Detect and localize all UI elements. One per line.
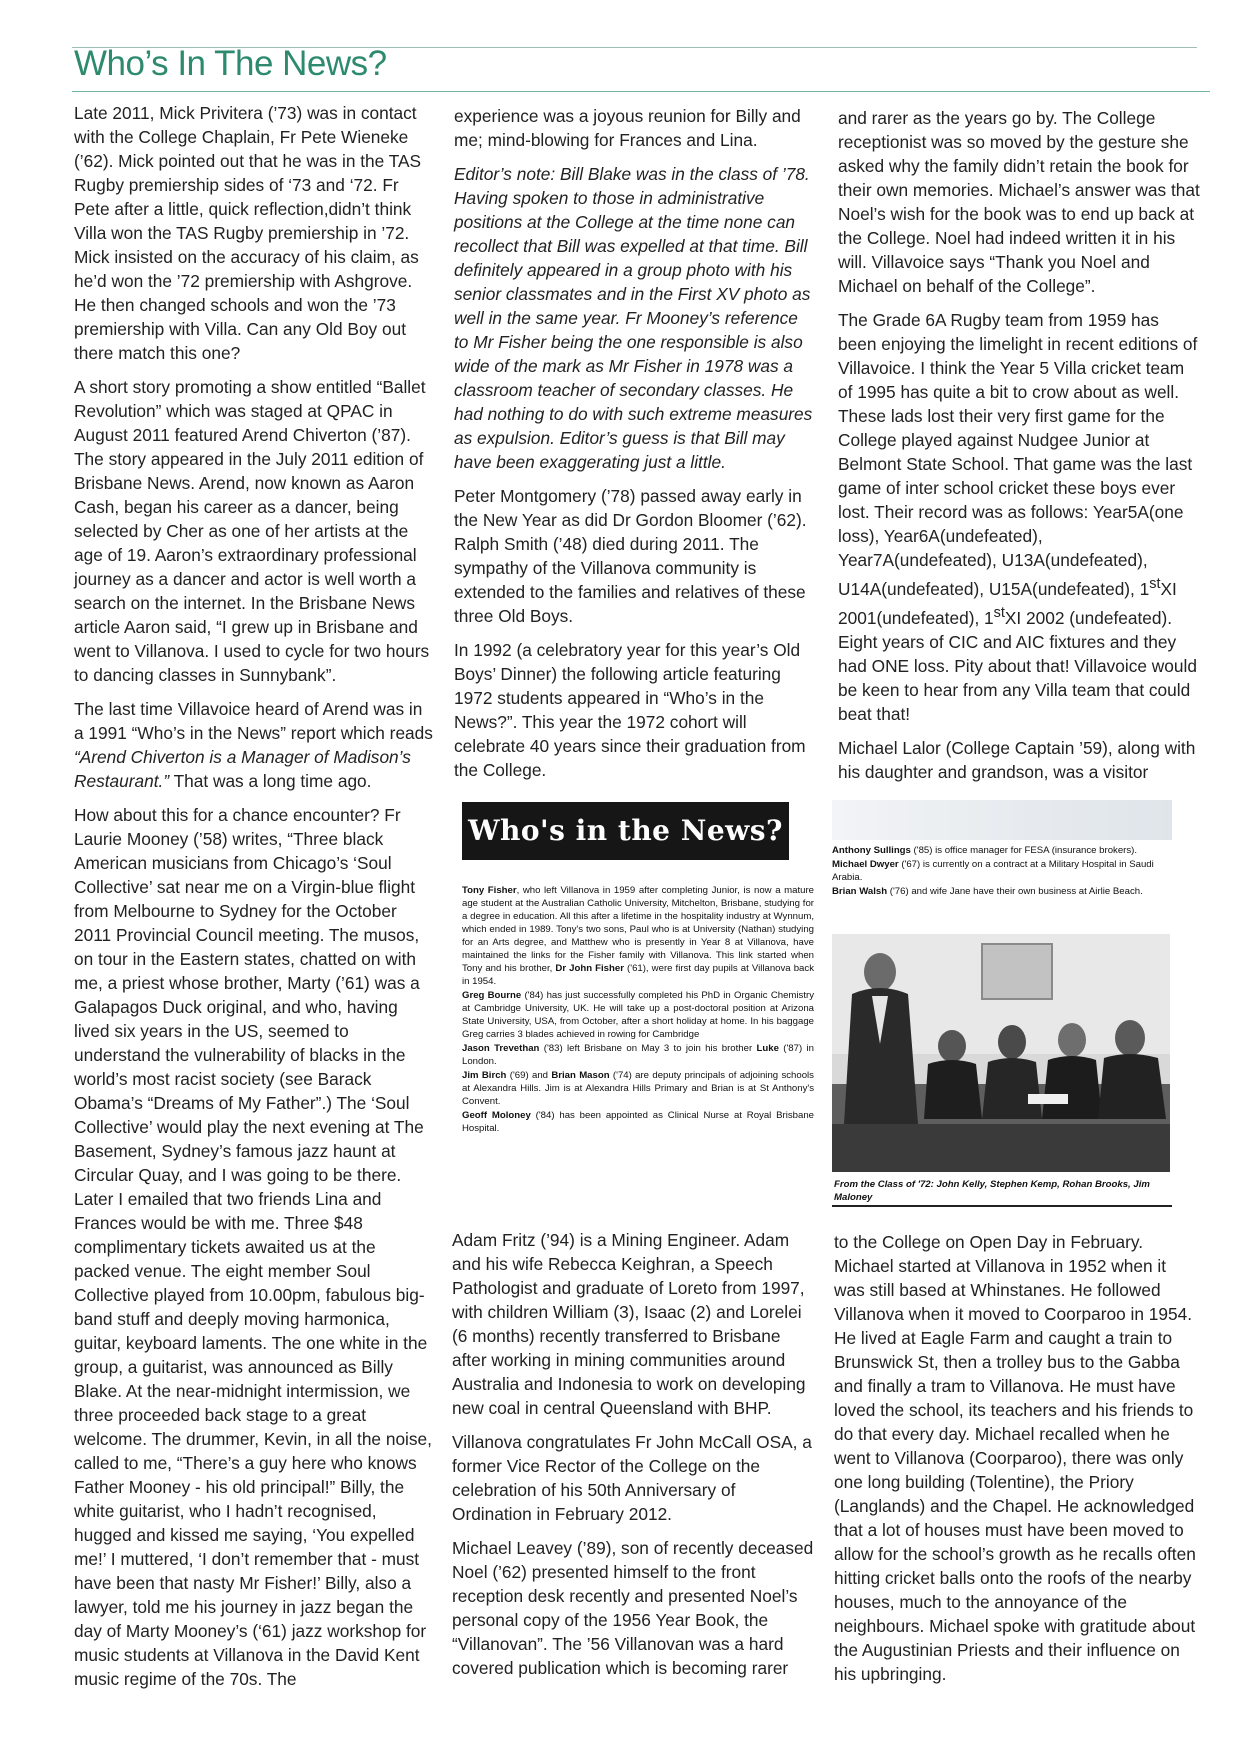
clipping-left-column [462, 884, 814, 1136]
class-of-72-photo [832, 934, 1170, 1172]
clipping-item-sullings [832, 844, 1174, 857]
clipping-name: Geoff Moloney [462, 1110, 531, 1121]
clipping-name: Michael Dwyer [832, 859, 899, 870]
article-mooney-encounter: How about this for a chance encounter? Fr Laurie Mooney (’58) writes, “Three black American musicians from Chicago’s ‘Soul Collective’ sat near me on a Virgin-blue flight from Melbourne to Sydney for the October 2011 Provincial Council meeting. The musos, on tour in the Eastern states, chatted on with me, a priest whose brother, Marty (’61) was a Galapagos Duck original, and who, having lived six years in the US, seemed to understand the vulnerability of blacks in the world’s most racist society (see Barack Obama’s “Dreams of My Father”.) The ‘Soul Collective’ would play the next evening at The Basement, Sydney’s famous jazz haunt at Circular Quay, and I was going to be there. Later I emailed that two friends Lina and Frances would be with me. Three $48 complimentary tickets awaited us at the packed venue. The eight member Soul Collective played from 10.00pm, fabulous big-band stuff and deeply moving harmonica, guitar, keyboard laments. The one white in the group, a guitarist, was announced as Billy Blake. At the near-midnight intermission, we three proceeded back stage to a great welcome. The drummer, Kevin, in all the noise, called to me, “There’s a guy here who knows Father Mooney - his old principal!” Billy, the white guitarist, who I hadn’t recognised, hugged and kissed me saying, ‘You expelled me!’ I muttered, ‘I don’t remember that - must have been that nasty Mr Fisher!’ Billy, also a lawyer, told me his journey in jazz began the day of Marty Mooney’s (‘61) jazz workshop for music students at Villanova in the David Kent music regime of the 70s. The [74, 805, 432, 1689]
clipping-item-moloney [462, 1109, 814, 1135]
clipping-text: ('84) has just successfully completed his PhD in Organic Chemistry at Cambridge University, UK. He will take up a post-doctoral position at Arizona State University, USA, from October, after a short holiday at home. In his baggage Greg carries 3 blades achieved in rowing for Cambridge [462, 990, 815, 1040]
clipping-name: Tony Fisher [462, 885, 517, 896]
article-lalor: Michael Lalor (College Captain ’59), along with his daughter and grandson, was a visitor [838, 737, 1196, 782]
cricket-sup-1: st [1149, 576, 1161, 592]
news-clipping [452, 800, 1180, 1208]
clipping-text: ('87) in London. [462, 1043, 814, 1067]
clipping-name: Jason Trevethan [462, 1043, 540, 1054]
clipping-name: Brian Walsh [832, 886, 888, 897]
clipping-text: ('61), were first day pupils at Villanova back in 1954. [462, 963, 814, 987]
cricket-text-b: XI 2001(undefeated), 1 [838, 578, 1177, 628]
article-leavey: Michael Leavey (’89), son of recently deceased Noel (’62) presented himself to the front reception desk recently and presented Noel’s personal copy of the 1956 Year Book, the “Villanovan”. The ’56 Villanovan was a hard covered publication which is becoming rarer [452, 1538, 814, 1678]
clipping-rule [832, 1205, 1172, 1207]
title-rule [72, 91, 1210, 92]
clipping-text: ('74) are deputy principals of adjoining schools at Alexandra Hills. Jim is at Alexandra Hills Primary and Brian is at St Anthony's Convent. [462, 1070, 814, 1107]
clipping-item-walsh [832, 885, 1174, 898]
clipping-banner: Who's in the News? [462, 802, 789, 860]
article-lalor-continued: to the College on Open Day in February. Michael started at Villanova in 1952 when it was still based at Whinstanes. He followed Villanova when it moved to Coorparoo in 1954. He lived at Eagle Farm and caught a train to Brunswick St, then a trolley bus to the Gabba and finally a tram to Villanova. He must have loved the school, its teachers and his friends to do that every day. Michael recalled when he went to Villanova (Coorparoo), there was only one long building (Tolentine), the Priory (Langlands) and the Chapel. He acknowledged that a lot of houses must have been moved to allow for the school’s growth as he recalls often hitting cricket balls onto the roofs of the nearby houses, much to the annoyance of the neighbours. Michael spoke with gratitude about the Augustinian Priests and their influence on his upbringing. [834, 1232, 1196, 1684]
clipping-name: Jim Birch [462, 1070, 507, 1081]
clipping-name: Dr John Fisher [555, 963, 624, 974]
clipping-item-fisher [462, 884, 814, 988]
clipping-name: Anthony Sullings [832, 845, 911, 856]
clipping-name: Greg Bourne [462, 990, 522, 1001]
clipping-right-column [832, 844, 1174, 899]
villavoice-text: The last time Villavoice heard of Arend was in a 1991 “Who’s in the News” report which reads [74, 699, 433, 743]
column-1 [74, 101, 434, 1701]
clipping-item-bourne [462, 989, 814, 1041]
clipping-name: Brian Mason [551, 1070, 610, 1081]
column-2-bottom [452, 1228, 816, 1690]
article-receptionist: and rarer as the years go by. The College receptionist was so moved by the gesture she asked why the family didn’t retain the book for their own memories. Michael’s answer was that Noel’s wish for the book was to end up back at the College. Noel had indeed written it in his will. Villavoice says “Thank you Noel and Michael on behalf of the College”. [838, 108, 1200, 296]
villavoice-tail: That was a long time ago. [169, 771, 372, 791]
article-fritz: Adam Fritz (’94) is a Mining Engineer. Adam and his wife Rebecca Keighran, a Speech Pathologist and graduate of Loreto from 1997, with children William (3), Isaac (2) and Lorelei (6 months) recently transferred to Brisbane after working in mining communities around Australia and Indonesia to work on developing new coal in central Queensland with BHP. [452, 1230, 806, 1418]
villavoice-quote: “Arend Chiverton is a Manager of Madison’s Restaurant.” [74, 747, 411, 791]
clipping-item-trevethan [462, 1042, 814, 1068]
clipping-text: ('67) is currently on a contract at a Military Hospital in Saudi Arabia. [832, 859, 1154, 883]
clipping-name: Luke [756, 1043, 779, 1054]
photo-caption: From the Class of '72: John Kelly, Stephen Kemp, Rohan Brooks, Jim Maloney [834, 1179, 1150, 1203]
article-chiverton: A short story promoting a show entitled “Ballet Revolution” which was staged at QPAC in August 2011 featured Arend Chiverton (’87). The story appeared in the July 2011 edition of Brisbane News. Arend, now known as Aaron Cash, began his career as a dancer, being selected by Cher as one of her artists at the age of 19. Aaron’s extraordinary professional journey as a dancer and actor is well worth a search on the internet. In the Brisbane News article Aaron said, “I grew up in Brisbane and went to Villanova. I used to cycle for two hours to dancing classes in Sunnybank”. [74, 377, 430, 685]
article-cricket-team [838, 308, 1200, 726]
article-mccall: Villanova congratulates Fr John McCall OSA, a former Vice Rector of the College on the celebration of his 50th Anniversary of Ordination in February 2012. [452, 1432, 812, 1524]
article-reunion: experience was a joyous reunion for Billy and me; mind-blowing for Frances and Lina. [454, 106, 801, 150]
clipping-faded-strip [832, 800, 1172, 840]
cricket-text-c: XI 2002 (undefeated). Eight years of CIC and AIC fixtures and they had ONE loss. Pity about that! Villavoice would be keen to hear from any Villa team that could beat that! [838, 607, 1197, 724]
clipping-item-birch [462, 1069, 814, 1108]
clipping-text: ('85) is office manager for FESA (insurance brokers). [910, 845, 1138, 856]
clipping-text: ('83) left Brisbane on May 3 to join his brother [539, 1043, 757, 1054]
clipping-text: ('69) and [506, 1070, 552, 1081]
editors-note: Editor’s note: Bill Blake was in the class of ’78. Having spoken to those in administrative positions at the College at the time none can recollect that Bill was expelled at that time. Bill definitely appeared in a group photo with his senior classmates and in the First XV photo as well in the same year. Fr Mooney’s reference to Mr Fisher being the one responsible is also wide of the mark as Mr Fisher in 1978 was a classroom teacher of secondary classes. He had nothing to do with such extreme measures as expulsion. Editor’s guess is that Bill may have been exaggerating just a little. [454, 164, 813, 472]
column-3 [838, 106, 1200, 794]
clipping-item-dwyer [832, 858, 1174, 884]
column-2 [454, 104, 816, 792]
article-villavoice-1991 [74, 697, 434, 793]
clipping-text: , who left Villanova in 1959 after completing Junior, is now a mature age student at the Australian Catholic University, Mitchelton, Brisbane, studying for a degree in education. All this after a lifetime in the hospitality industry at Wynnum, which ended in 1989. Tony's two sons, Paul who is at University (Nathan) studying for an Arts degree, and Matthew who is presently in Year 8 at Villanova, have maintained the links for the Fisher family with Villanova. This link started when Tony and his brother, [462, 885, 814, 974]
cricket-text-a: The Grade 6A Rugby team from 1959 has been enjoying the limelight in recent editions of Villavoice. I think the Year 5 Villa cricket team of 1995 has quite a bit to crow about as well. These lads lost their very first game for the College played against Nudgee Junior at Belmont State School. That game was the last game of inter school cricket these boys ever lost. Their record was as follows: Year5A(one loss), Year6A(undefeated), Year7A(undefeated), U13A(undefeated), U14A(undefeated), U15A(undefeated), 1 [838, 310, 1198, 599]
cricket-sup-2: st [993, 604, 1005, 621]
photo-illustration [832, 934, 1170, 1172]
article-obituaries: Peter Montgomery (’78) passed away early in the New Year as did Dr Gordon Bloomer (’62). Ralph Smith (’48) died during 2011. The sympathy of the Villanova community is extended to the families and relatives of these three Old Boys. [454, 486, 807, 626]
article-privitera: Late 2011, Mick Privitera (’73) was in contact with the College Chaplain, Fr Pete Wieneke (’62). Mick pointed out that he was in the TAS Rugby premiership sides of ‘73 and ‘72. Fr Pete after a little, quick reflection,didn’t think Villa won the TAS Rugby premiership in ’72. Mick insisted on the accuracy of his claim, as he’d won the ’72 premiership with Ashgrove. He then changed schools and won the ’73 premiership with Villa. Can any Old Boy out there match this one? [74, 103, 422, 363]
clipping-text: ('76) and wife Jane have their own business at Airlie Beach. [887, 886, 1143, 897]
article-1992: In 1992 (a celebratory year for this year’s Old Boys’ Dinner) the following article featuring 1972 students appeared in “Who’s in the News?”. This year the 1972 cohort will celebrate 40 years since their graduation from the College. [454, 640, 806, 780]
page-title: Who’s In The News? [74, 44, 387, 83]
column-3-bottom [834, 1230, 1200, 1696]
clipping-text: ('84) has been appointed as Clinical Nurse at Royal Brisbane Hospital. [462, 1110, 815, 1134]
